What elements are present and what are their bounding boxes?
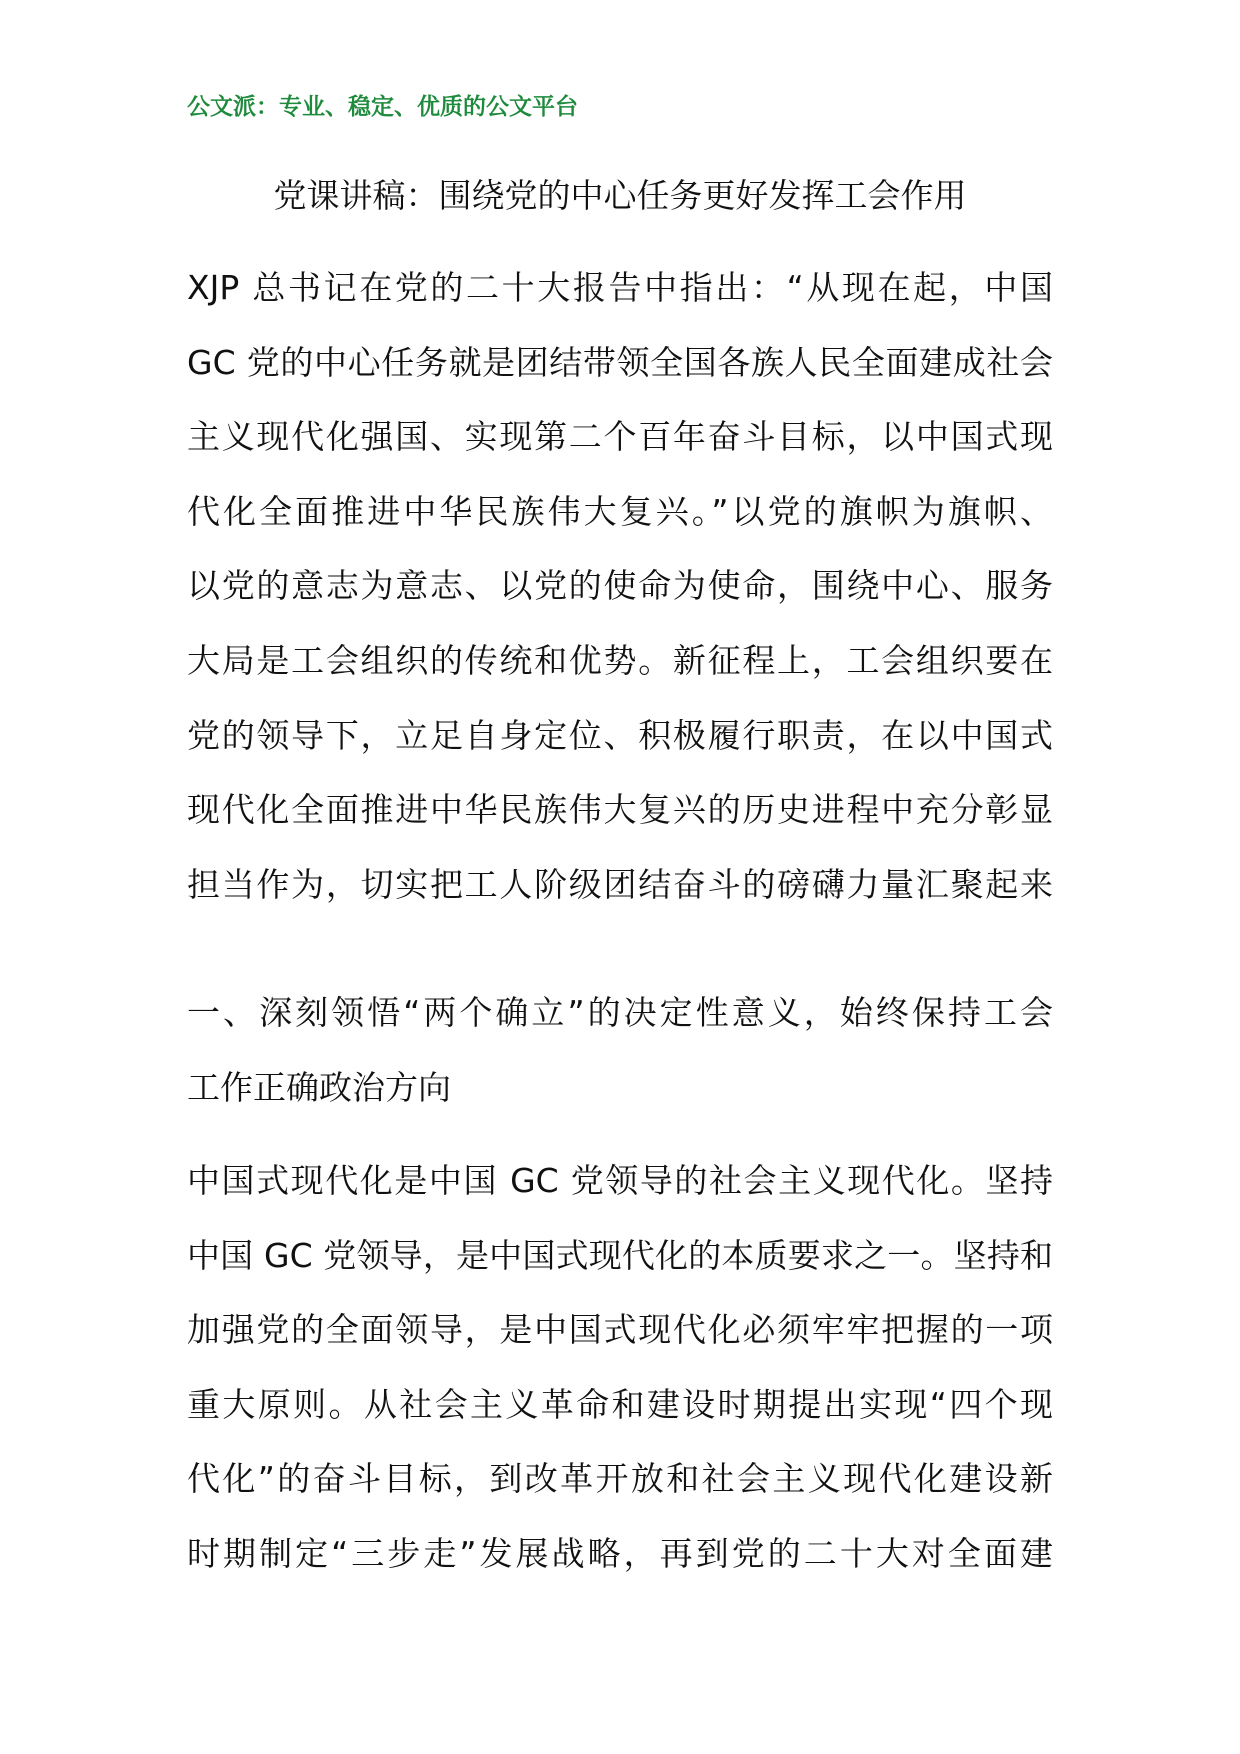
text-line: 现代化全面推进中华民族伟大复兴的历史进程中充分彰显 [187, 790, 1053, 830]
text-line: 代化全面推进中华民族伟大复兴。”以党的旗帜为旗帜、 [187, 491, 1053, 531]
text-line: 加强党的全面领导，是中国式现代化必须牢牢把握的一项 [187, 1310, 1053, 1350]
text-line: 工作正确政治方向 [187, 1067, 451, 1107]
text-line: 党的领导下，立足自身定位、积极履行职责，在以中国式 [187, 715, 1053, 755]
text-line: 重大原则。从社会主义革命和建设时期提出实现“四个现 [187, 1384, 1053, 1424]
section-heading-1 [187, 976, 1053, 1125]
text-line: 担当作为，切实把工人阶级团结奋斗的磅礴力量汇聚起来 [187, 864, 1053, 904]
text-line: 中国 GC 党领导，是中国式现代化的本质要求之一。坚持和 [187, 1235, 1053, 1275]
text-line: 时期制定“三步走”发展战略，再到党的二十大对全面建 [187, 1533, 1053, 1573]
paragraph-intro [187, 251, 1053, 922]
document-title: 党课讲稿：围绕党的中心任务更好发挥工会作用 [273, 176, 967, 215]
paragraph-section-1 [187, 1144, 1053, 1592]
text-line: XJP 总书记在党的二十大报告中指出：“从现在起，中国 [187, 268, 1053, 307]
text-line: 以党的意志为意志、以党的使命为使命，围绕中心、服务 [187, 566, 1053, 606]
text-line: 代化”的奋斗目标，到改革开放和社会主义现代化建设新 [187, 1459, 1053, 1499]
text-line: 大局是工会组织的传统和优势。新征程上，工会组织要在 [187, 640, 1053, 680]
text-line: 一、深刻领悟“两个确立”的决定性意义，始终保持工会 [187, 993, 1053, 1032]
text-line: GC 党的中心任务就是团结带领全国各族人民全面建成社会 [187, 342, 1053, 382]
text-line: 中国式现代化是中国 GC 党领导的社会主义现代化。坚持 [187, 1161, 1053, 1200]
text-line: 主义现代化强国、实现第二个百年奋斗目标，以中国式现 [187, 417, 1053, 457]
site-banner: 公文派：专业、稳定、优质的公文平台 [187, 93, 578, 120]
